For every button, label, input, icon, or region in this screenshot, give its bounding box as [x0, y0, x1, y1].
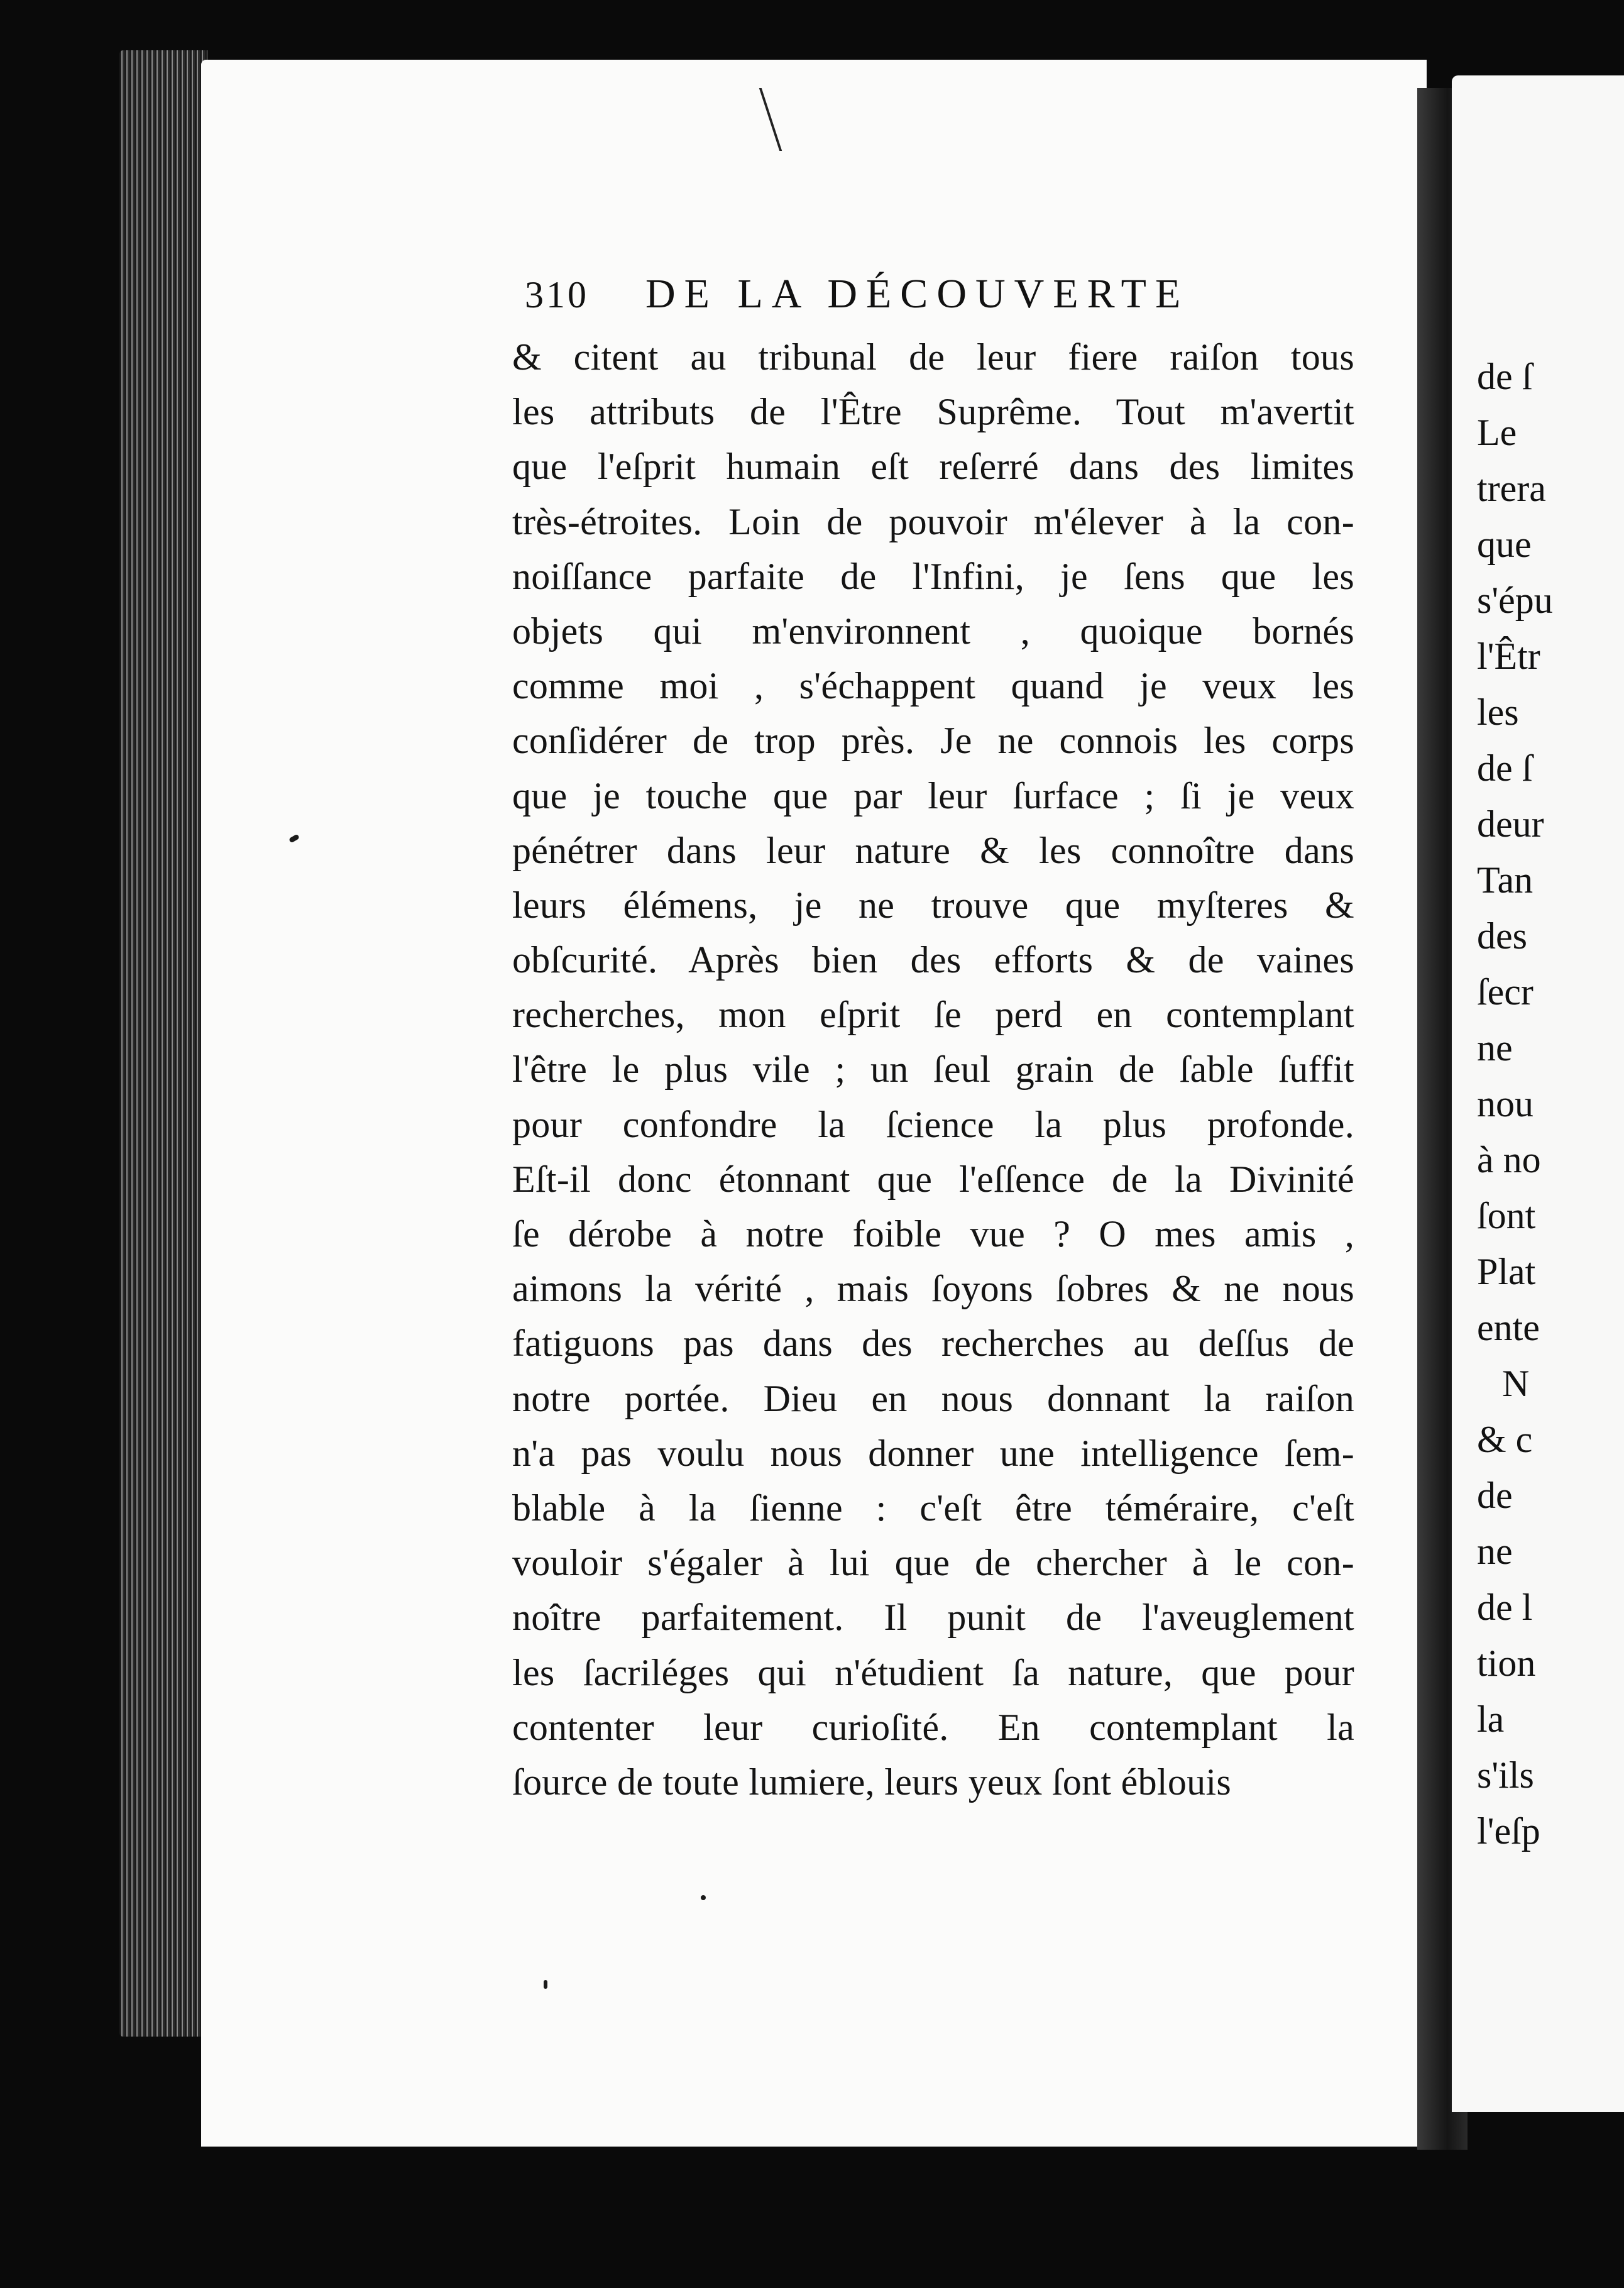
fragment-line: les: [1477, 691, 1519, 733]
fragment-line: à no: [1477, 1139, 1541, 1180]
fragment-line: trera: [1477, 468, 1546, 509]
fragment-line: Plat: [1477, 1251, 1536, 1292]
fragment-line: s'épu: [1477, 580, 1553, 621]
fragment-line: ſecr: [1477, 971, 1533, 1013]
fragment-line: ne: [1477, 1531, 1513, 1572]
text-line: & citent au tribunal de leur fiere raiſon tous: [512, 336, 1354, 378]
fragment-line: deur: [1477, 803, 1544, 845]
fragment-line: N: [1502, 1363, 1530, 1404]
text-line: que l'eſprit humain eſt reſerré dans des limites: [512, 446, 1354, 488]
text-line: vouloir s'égaler à lui que de chercher à le con-: [512, 1542, 1354, 1584]
text-line: objets qui m'environnent , quoique bornés: [512, 610, 1354, 652]
text-line: conſidérer de trop près. Je ne connois les corps: [512, 720, 1354, 762]
fragment-line: de l: [1477, 1587, 1533, 1628]
text-line: les attributs de l'Être Suprême. Tout m'avertit: [512, 391, 1354, 433]
text-line: noître parfaitement. Il punit de l'aveuglement: [512, 1597, 1354, 1639]
fragment-line: la: [1477, 1698, 1505, 1740]
text-line: fatiguons pas dans des recherches au deſſus de: [512, 1323, 1354, 1365]
fragment-line: s'ils: [1477, 1754, 1534, 1796]
fragment-line: ſont: [1477, 1195, 1536, 1236]
text-line: l'être le plus vile ; un ſeul grain de ſable ſuffit: [512, 1048, 1354, 1091]
text-line: n'a pas voulu nous donner une intelligence ſem-: [512, 1432, 1354, 1474]
fragment-line: & c: [1477, 1419, 1533, 1460]
text-line: pour confondre la ſcience la plus profonde.: [512, 1103, 1354, 1145]
text-line: comme moi , s'échappent quand je veux les: [512, 665, 1354, 707]
text-line: contenter leur curioſité. En contemplant la: [512, 1706, 1354, 1748]
text-line: obſcurité. Après bien des efforts & de vaines: [512, 939, 1354, 981]
fragment-line: de ſ: [1477, 356, 1533, 397]
text-line: ſource de toute lumiere, leurs yeux ſont éblouis: [512, 1761, 1232, 1803]
fragment-line: Tan: [1477, 859, 1533, 901]
book-page-edges: [119, 50, 207, 2037]
fragment-line: de: [1477, 1475, 1513, 1516]
fragment-line: l'Êtr: [1477, 635, 1540, 677]
text-line: ſe dérobe à notre foible vue ? O mes amis ,: [512, 1213, 1354, 1255]
fragment-line: de ſ: [1477, 747, 1533, 789]
page-number: 310: [525, 274, 589, 316]
ink-speck: [544, 1980, 547, 1989]
text-line: aimons la vérité , mais ſoyons ſobres & ne nous: [512, 1268, 1354, 1310]
fragment-line: des: [1477, 915, 1527, 957]
fragment-line: que: [1477, 524, 1532, 565]
ink-speck: [701, 1895, 706, 1900]
fragment-line: ente: [1477, 1307, 1540, 1348]
text-line: recherches, mon eſprit ſe perd en contemplant: [512, 994, 1354, 1036]
text-line: Eſt-il donc étonnant que l'eſſence de la Divinité: [512, 1158, 1354, 1200]
running-title: DE LA DÉCOUVERTE: [645, 271, 1190, 317]
fragment-line: Le: [1477, 412, 1517, 453]
text-line: noiſſance parfaite de l'Infini, je ſens que les: [512, 555, 1354, 597]
fragment-line: tion: [1477, 1642, 1536, 1684]
right-page-text: [1477, 349, 1553, 1859]
body-text: [512, 330, 1354, 1810]
text-line: pénétrer dans leur nature & les connoître dans: [512, 829, 1354, 871]
text-line: leurs élémens, je ne trouve que myſteres &: [512, 884, 1354, 926]
text-line: très-étroites. Loin de pouvoir m'élever à la con-: [512, 500, 1354, 542]
running-head: [525, 270, 1241, 327]
text-line: les ſacriléges qui n'étudient ſa nature, que pour: [512, 1651, 1354, 1693]
text-line: que je touche que par leur ſurface ; ſi je veux: [512, 774, 1354, 817]
fragment-line: l'eſp: [1477, 1810, 1540, 1852]
text-line: blable à la ſienne : c'eſt être téméraire, c'eſt: [512, 1487, 1354, 1529]
fragment-line: ne: [1477, 1027, 1513, 1069]
text-line: notre portée. Dieu en nous donnant la raiſon: [512, 1377, 1354, 1419]
fragment-line: nou: [1477, 1083, 1533, 1125]
